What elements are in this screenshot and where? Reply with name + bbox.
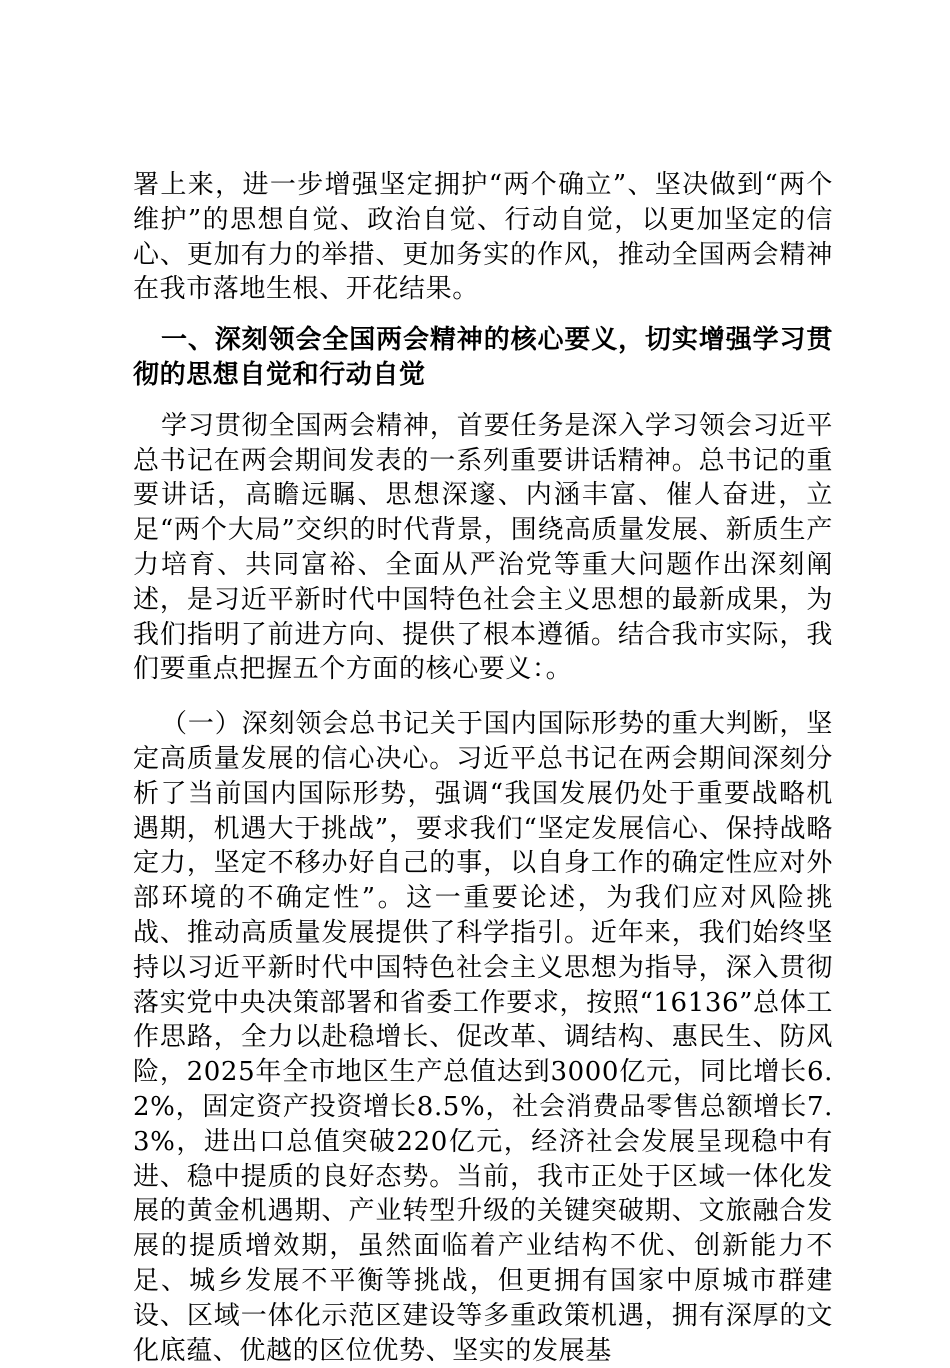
body-paragraph: 署上来，进一步增强坚定拥护“两个确立”、坚决做到“两个维护”的思想自觉、政治自觉、行动自觉，以更加坚定的信心、更加有力的举措、更加务实的作风，推动全国两会精神在我市落地生根、开花结果。 bbox=[133, 170, 833, 305]
body-paragraph: 学习贯彻全国两会精神，首要任务是深入学习领会习近平总书记在两会期间发表的一系列重要讲话精神。总书记的重要讲话，高瞻远瞩、思想深邃、内涵丰富、催人奋进，立足“两个大局”交织的时代背景，围绕高质量发展、新质生产力培育、共同富裕、全面从严治党等重大问题作出深刻阐述，是习近平新时代中国特色社会主义思想的最新成果，为我们指明了前进方向、提供了根本遵循。结合我市实际，我们要重点把握五个方面的核心要义：。 bbox=[133, 410, 833, 685]
body-paragraph: （一）深刻领会总书记关于国内国际形势的重大判断，坚定高质量发展的信心决心。习近平总书记在两会期间深刻分析了当前国内国际形势，强调“我国发展仍处于重要战略机遇期，机遇大于挑战”，要求我们“坚定发展信心、保持战略定力，坚定不移办好自己的事，以自身工作的确定性应对外部环境的不确定性”。这一重要论述，为我们应对风险挑战、推动高质量发展提供了科学指引。近年来，我们始终坚持以习近平新时代中国特色社会主义思想为指导，深入贯彻落实党中央决策部署和省委工作要求，按照“16136”总体工作思路，全力以赴稳增长、促改革、调结构、惠民生、防风险，2025年全市地区生产总值达到3000亿元，同比增长6.2%，固定资产投资增长8.5%，社会消费品零售总额增长7.3%，进出口总值突破220亿元，经济社会发展呈现稳中有进、稳中提质的良好态势。当前，我市正处于区域一体化发展的黄金机遇期、产业转型升级的关键突破期、文旅融合发展的提质增效期，虽然面临着产业结构不优、创新能力不足、城乡发展不平衡等挑战，但更拥有国家中原城市群建设、区域一体化示范区建设等多重政策机遇，拥有深厚的文化底蕴、优越的区位优势、坚实的发展基 bbox=[133, 709, 833, 1366]
section-heading: 一、深刻领会全国两会精神的核心要义，切实增强学习贯彻的思想自觉和行动自觉 bbox=[133, 325, 833, 390]
paragraph-spacer bbox=[133, 307, 833, 323]
document-body bbox=[133, 168, 833, 1368]
paragraph-spacer bbox=[133, 687, 833, 707]
paragraph-spacer bbox=[133, 393, 833, 409]
